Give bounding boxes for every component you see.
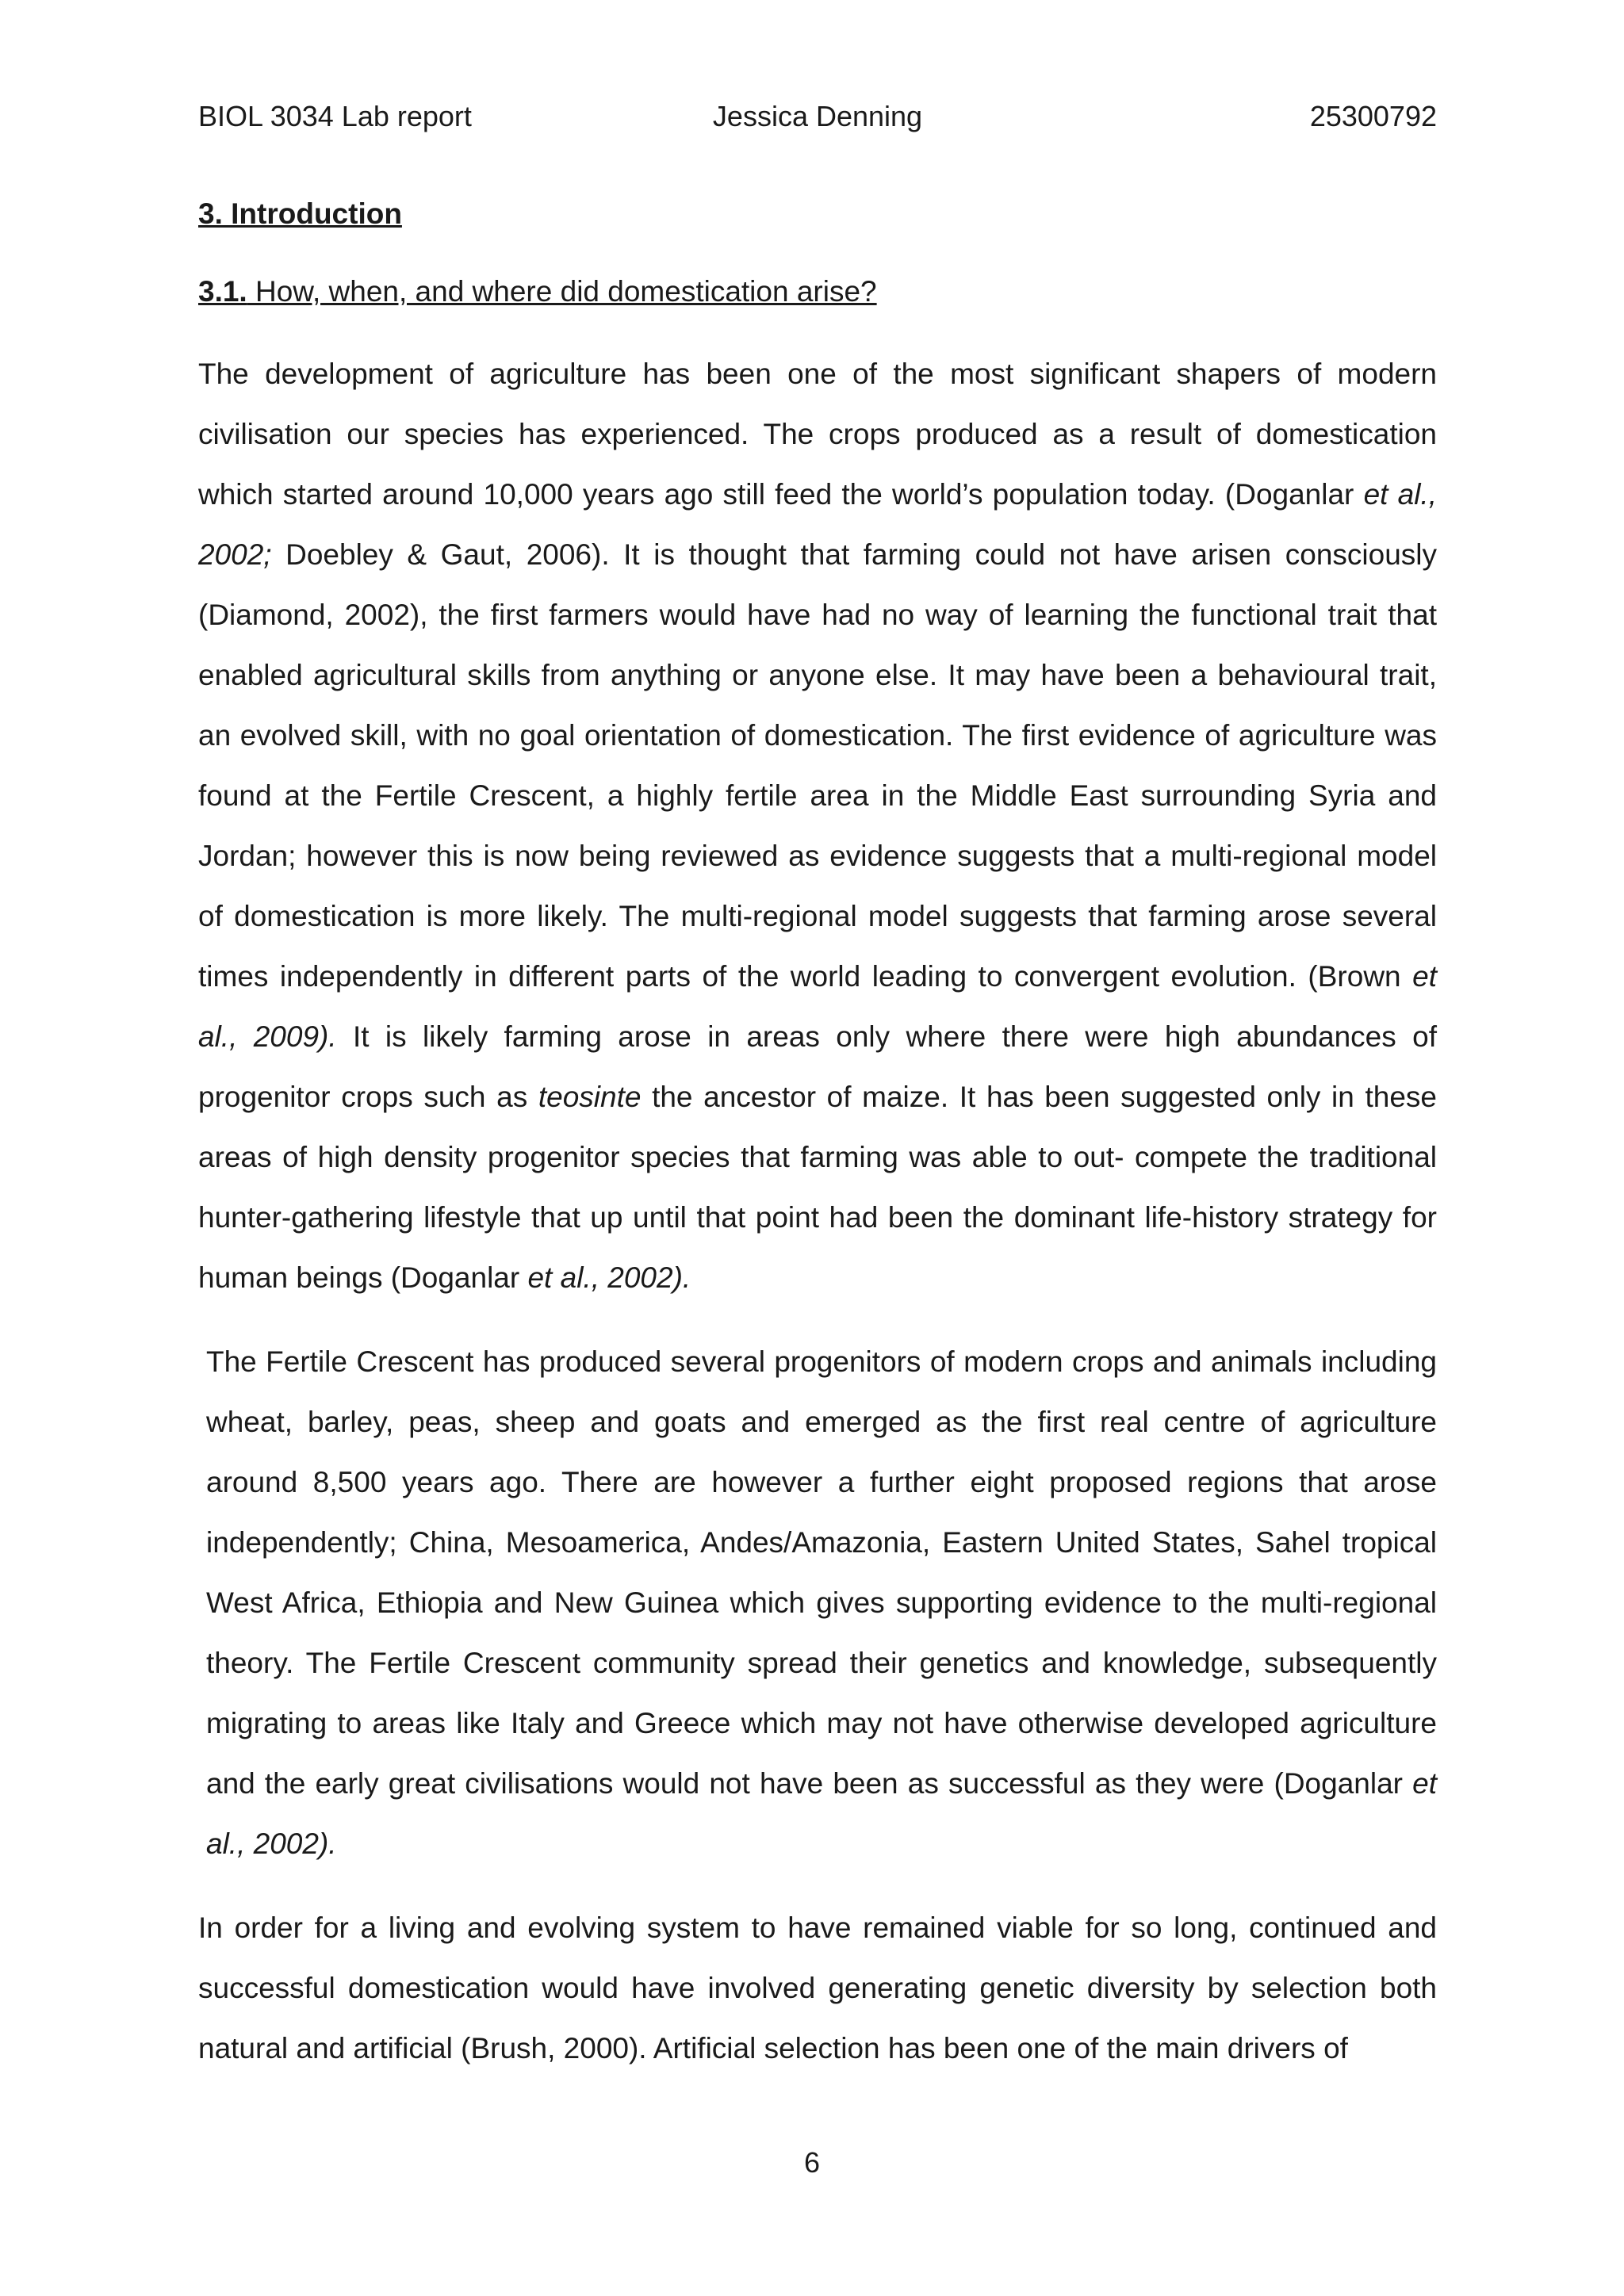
subsection-heading (198, 268, 1437, 316)
paragraph-1-text-2: Doebley & Gaut, 2006). It is thought that farming could not have arisen consciously (Diamond, 2002), the first farmers would have had no way of learning the functional trait that enabled agricultural skills from anything or anyone else. It may have been a behavioural trait, an evolved skill, with no goal orientation of domestication. The first evidence of agriculture was found at the Fertile Crescent, a highly fertile area in the Middle East surrounding Syria and Jordan; however this is now being reviewed as evidence suggests that a multi-regional model of domestication is more likely. The multi-regional model suggests that farming arose several times independently in different parts of the world leading to convergent evolution. (Brown (198, 538, 1437, 993)
paragraph-1-text-1: The development of agriculture has been one of the most significant shapers of modern civilisation our species has experienced. The crops produced as a result of domestication which started around 10,000 years ago still feed the world’s population today. (Doganlar (198, 358, 1437, 511)
paragraph-1-text-3: It is likely farming arose in areas only where there were high abundances of progenitor crops such as (198, 1020, 1437, 1113)
paragraph-1-italic-2: et al., 2009). (198, 960, 1437, 1053)
subsection-number: 3.1. (198, 275, 247, 308)
page-header (198, 99, 1437, 134)
header-student-id: 25300792 (1309, 100, 1437, 132)
page-number: 6 (803, 2146, 821, 2179)
header-author: Jessica Denning (712, 100, 923, 132)
subsection-title: How, when, and where did domestication arise? (247, 275, 877, 308)
section-heading: 3. Introduction (198, 197, 402, 230)
header-course: BIOL 3034 Lab report (198, 100, 472, 132)
paragraph-2-text-1: The Fertile Crescent has produced several progenitors of modern crops and animals including wheat, barley, peas, sheep and goats and emerged as the first real centre of agriculture around 8,500 years ago. There are however a further eight proposed regions that arose independently; China, Mesoamerica, Andes/Amazonia, Eastern United States, Sahel tropical West Africa, Ethiopia and New Guinea which gives supporting evidence to the multi-regional theory. The Fertile Crescent community spread their genetics and knowledge, subsequently migrating to areas like Italy and Greece which may not have otherwise developed agriculture and the early great civilisations would not have been as successful as they were (Doganlar (206, 1345, 1437, 1800)
paragraph-1-text-4: the ancestor of maize. It has been suggested only in these areas of high density progenitor species that farming was able to out- compete the traditional hunter-gathering lifestyle that up until that point had been the dominant life-history strategy for human beings (Doganlar (198, 1081, 1438, 1294)
document-body (198, 190, 1437, 2079)
paragraph-3-text-1: In order for a living and evolving system to have remained viable for so long, continued and successful domestication would have involved generating genetic diversity by selection both natural and artificial (Brush, 2000). Artificial selection has been one of the main drivers of (198, 1911, 1437, 2064)
paragraph-1-italic-1: et al., 2002; (198, 478, 1437, 571)
paragraph-3 (198, 1898, 1437, 2079)
paragraph-1 (198, 344, 1437, 1308)
paragraph-1-italic-3: teosinte (538, 1081, 642, 1113)
paragraph-2 (198, 1332, 1437, 1874)
paragraph-1-italic-4: et al., 2002). (527, 1261, 691, 1294)
paragraph-2-italic-1: et al., 2002). (206, 1767, 1437, 1860)
